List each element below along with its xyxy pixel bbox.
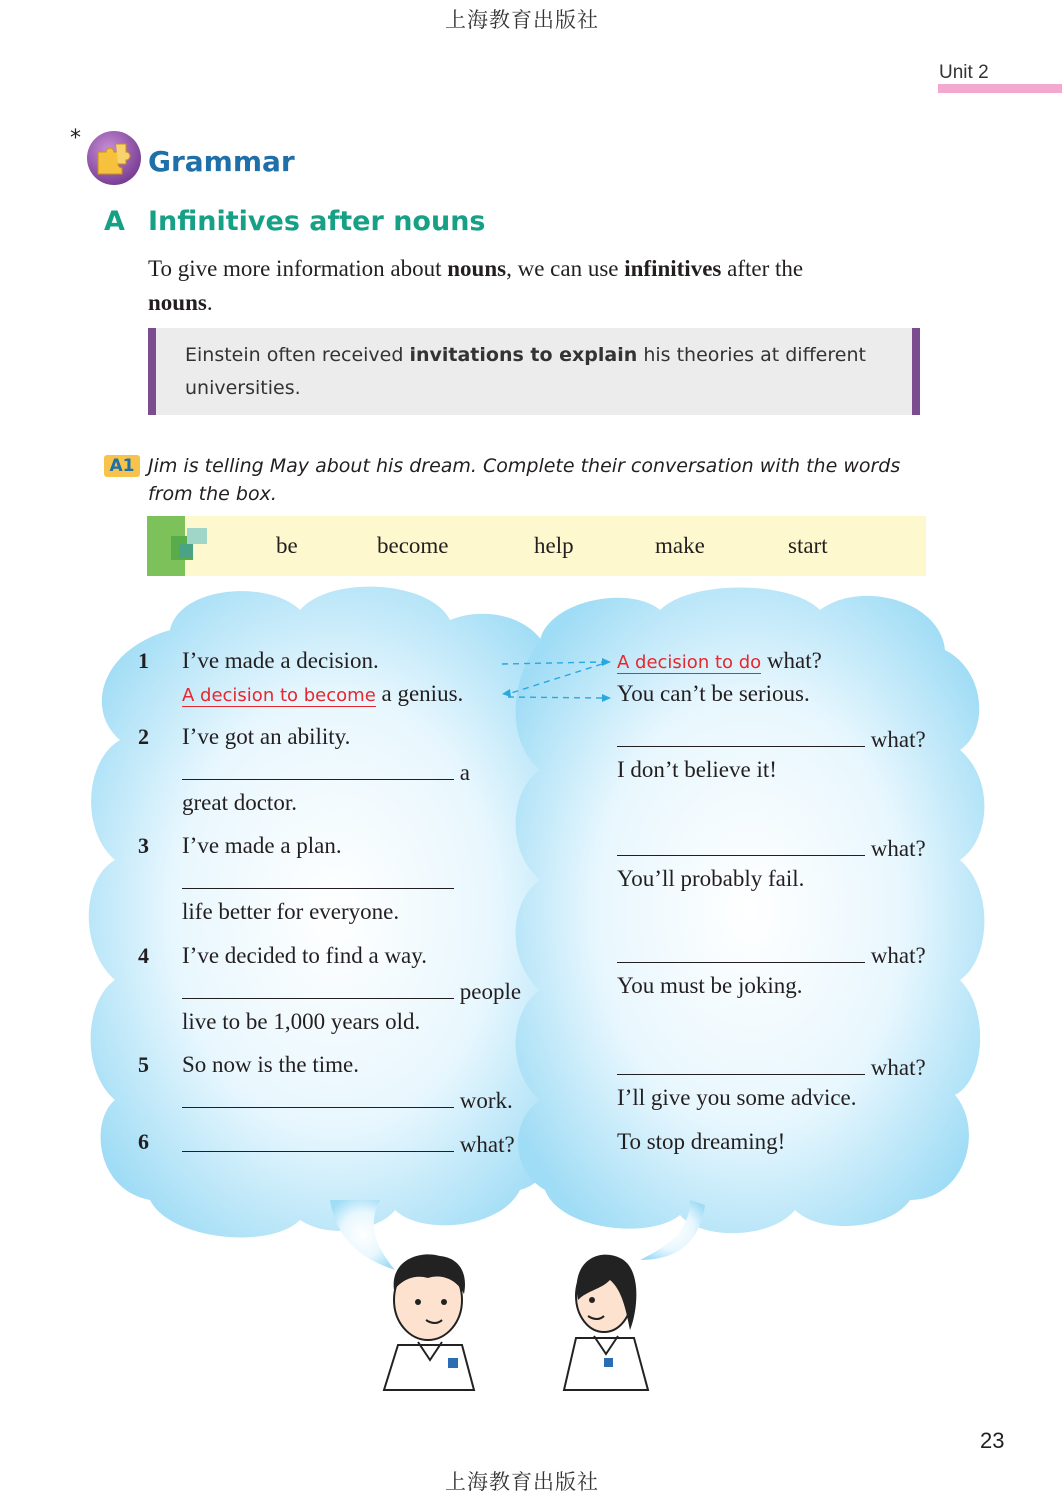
item-number: 4 bbox=[138, 943, 149, 968]
jim-line: great doctor. bbox=[182, 790, 297, 815]
answer-blank[interactable] bbox=[182, 1085, 454, 1108]
intro-run-text: , we can use bbox=[506, 256, 625, 281]
answer-blank[interactable] bbox=[182, 757, 454, 780]
may-line: To stop dreaming! bbox=[617, 1129, 786, 1154]
instruction-line-2: from the box. bbox=[148, 483, 277, 505]
jim-line: life better for everyone. bbox=[182, 899, 400, 924]
example-text bbox=[185, 339, 905, 405]
sample-answer-jim: A decision to become bbox=[182, 685, 376, 706]
answer-arrows bbox=[490, 650, 620, 710]
example-run-bold: invitations to explain bbox=[409, 344, 638, 366]
intro-run-text: To give more information about bbox=[148, 256, 448, 281]
jim-line-blank: people bbox=[182, 976, 521, 1005]
instruction-line-1: Jim is telling May about his dream. Complete their conversation with the words bbox=[148, 455, 901, 477]
may-line-blank: what? bbox=[617, 833, 926, 862]
intro-line-1 bbox=[148, 252, 938, 286]
may-line: You can’t be serious. bbox=[617, 681, 810, 706]
watermark-top: 上海教育出版社 bbox=[445, 8, 599, 32]
grammar-title: Grammar bbox=[148, 145, 295, 178]
jim-line-blank: what? bbox=[182, 1129, 515, 1158]
answer-blank[interactable] bbox=[182, 976, 454, 999]
jim-line-blank: work. bbox=[182, 1085, 513, 1114]
answer-blank[interactable] bbox=[617, 940, 865, 963]
jim-line: So now is the time. bbox=[182, 1052, 359, 1077]
section-letter: A bbox=[104, 206, 125, 237]
may-line-answer: A decision to do what? bbox=[617, 648, 822, 673]
answer-blank[interactable] bbox=[617, 1052, 865, 1075]
word-box-decor bbox=[147, 516, 209, 576]
may-line-blank: what? bbox=[617, 724, 926, 753]
answer-blank[interactable] bbox=[617, 833, 865, 856]
section-title: Infinitives after nouns bbox=[148, 206, 486, 237]
page-number: 23 bbox=[980, 1428, 1005, 1453]
may-illustration bbox=[560, 1250, 660, 1392]
example-run-text: Einstein often received bbox=[185, 344, 410, 366]
jim-line-blank: a bbox=[182, 757, 470, 786]
word-option: be bbox=[276, 533, 298, 558]
may-line-blank: what? bbox=[617, 1052, 926, 1081]
word-option: become bbox=[377, 533, 449, 558]
item-number: 2 bbox=[138, 724, 149, 749]
asterisk: * bbox=[70, 126, 81, 151]
jim-line: I’ve made a plan. bbox=[182, 833, 342, 858]
intro-run-bold: nouns bbox=[148, 290, 207, 315]
word-option: help bbox=[534, 533, 574, 558]
instruction bbox=[148, 452, 928, 508]
intro-run-bold: nouns bbox=[447, 256, 507, 281]
jim-line: I’ve got an ability. bbox=[182, 724, 351, 749]
example-line-1 bbox=[185, 339, 905, 372]
example-run-text: his theories at different bbox=[637, 344, 866, 366]
may-line-blank: what? bbox=[617, 940, 926, 969]
unit-bar bbox=[938, 84, 1062, 93]
jim-line-answer: A decision to become a genius. bbox=[182, 681, 464, 706]
may-line: You’ll probably fail. bbox=[617, 866, 805, 891]
may-line: You must be joking. bbox=[617, 973, 803, 998]
intro-run-text: after the bbox=[721, 256, 804, 281]
item-number: 3 bbox=[138, 833, 149, 858]
jim-line: I’ve decided to find a way. bbox=[182, 943, 428, 968]
item-number: 5 bbox=[138, 1052, 149, 1077]
intro-run-bold: infinitives bbox=[624, 256, 722, 281]
watermark-bottom: 上海教育出版社 bbox=[445, 1470, 599, 1494]
intro-line-2 bbox=[148, 286, 938, 320]
puzzle-icon bbox=[86, 130, 142, 186]
jim-illustration bbox=[370, 1250, 490, 1392]
a1-badge: A1 bbox=[104, 455, 140, 477]
unit-label: Unit 2 bbox=[939, 62, 989, 83]
jim-line: I’ve made a decision. bbox=[182, 648, 379, 673]
answer-blank[interactable] bbox=[182, 866, 454, 889]
word-option: make bbox=[655, 533, 705, 558]
sample-answer-may: A decision to do bbox=[617, 652, 762, 673]
jim-line-blank bbox=[182, 866, 454, 895]
may-line: I don’t believe it! bbox=[617, 757, 777, 782]
item-number: 6 bbox=[138, 1129, 149, 1154]
intro-text bbox=[148, 252, 938, 320]
answer-blank[interactable] bbox=[617, 724, 865, 747]
intro-run-text: . bbox=[206, 290, 213, 315]
may-line: I’ll give you some advice. bbox=[617, 1085, 857, 1110]
example-line-2: universities. bbox=[185, 377, 301, 399]
word-option: start bbox=[788, 533, 828, 558]
jim-line: live to be 1,000 years old. bbox=[182, 1009, 421, 1034]
answer-blank[interactable] bbox=[182, 1129, 454, 1152]
item-number: 1 bbox=[138, 648, 149, 673]
